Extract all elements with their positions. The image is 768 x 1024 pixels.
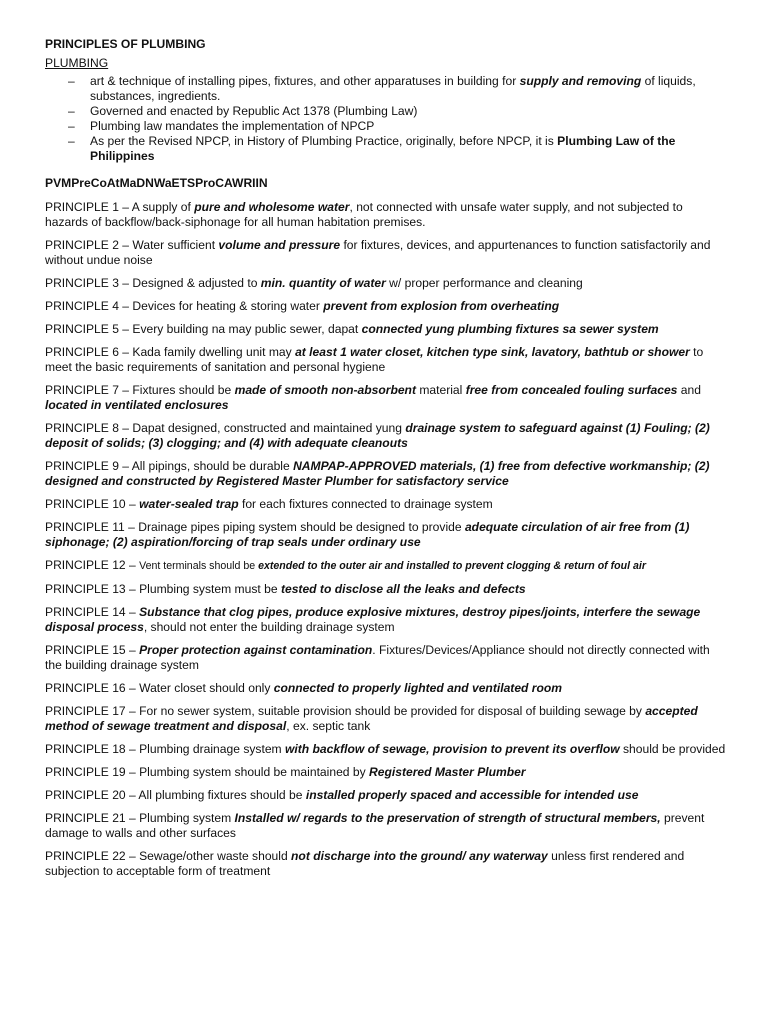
- emphasis-text: Proper protection against contamination: [139, 643, 373, 657]
- emphasis-text: min. quantity of water: [260, 276, 386, 290]
- text-run: PRINCIPLE 11 – Drainage pipes piping system should be designed to provide: [45, 520, 465, 534]
- plumbing-definition-list: [45, 74, 728, 164]
- emphasis-text: drainage system to safeguard against (1) Fouling; (2) deposit of solids; (3) clogging; and (4) with adequate cleanouts: [45, 421, 710, 450]
- emphasis-text: free from concealed fouling surfaces: [465, 383, 678, 397]
- definition-bullet: [45, 119, 728, 134]
- text-run: PRINCIPLE 13 – Plumbing system must be: [45, 582, 281, 596]
- principle-16: [45, 681, 728, 696]
- emphasis-text: supply and removing: [519, 74, 642, 88]
- principle-15: [45, 643, 728, 673]
- emphasis-text: Installed w/ regards to the preservation of strength of structural members,: [234, 811, 661, 825]
- text-run: PRINCIPLE 18 – Plumbing drainage system: [45, 742, 285, 756]
- text-run: Vent terminals should be: [139, 560, 259, 572]
- definition-bullet: [45, 134, 728, 164]
- emphasis-text: accepted method of sewage treatment and disposal: [45, 704, 698, 733]
- garbled-heading: PVMPreCoAtMaDNWaETSProCAWRIIN: [45, 176, 268, 190]
- text-run: , should not enter the building drainage system: [143, 620, 395, 634]
- text-run: of liquids, substances, ingredients.: [90, 74, 696, 103]
- text-run: to meet the basic requirements of sanitation and personal hygiene: [45, 345, 704, 374]
- text-run: for fixtures, devices, and appurtenances to function satisfactorily and without undue noise: [45, 238, 711, 267]
- principle-18: [45, 742, 728, 757]
- emphasis-text: extended to the outer air and installed to prevent clogging & return of foul air: [258, 560, 646, 572]
- principle-7: [45, 383, 728, 413]
- text-run: PRINCIPLE 14 –: [45, 605, 140, 619]
- dash-bullet-icon: –: [68, 74, 75, 88]
- text-run: PRINCIPLE 6 – Kada family dwelling unit may: [45, 345, 296, 359]
- dash-bullet-icon: –: [68, 134, 75, 148]
- text-run: As per the Revised NPCP, in History of Plumbing Practice, originally, before NPCP, it is: [90, 134, 558, 148]
- text-run: art & technique of installing pipes, fixtures, and other apparatuses in building for: [90, 74, 520, 88]
- text-run: PRINCIPLE 15 –: [45, 643, 140, 657]
- principle-21: [45, 811, 728, 841]
- text-run: PRINCIPLE 3 – Designed & adjusted to: [45, 276, 261, 290]
- principle-8: [45, 421, 728, 451]
- emphasis-text: NAMPAP-APPROVED materials, (1) free from defective workmanship; (2) designed and constructed by Registered Master Plumber for satisfactory service: [45, 459, 710, 488]
- principles-list: [45, 200, 728, 879]
- text-run: PRINCIPLE 4 – Devices for heating & storing water: [45, 299, 324, 313]
- emphasis-text: adequate circulation of air free from (1) siphonage; (2) aspiration/forcing of trap seals under ordinary use: [45, 520, 690, 549]
- bold-text: Plumbing Law of the Philippines: [90, 134, 676, 163]
- text-run: PRINCIPLE 22 – Sewage/other waste should: [45, 849, 292, 863]
- text-run: , not connected with unsafe water supply, and not subjected to hazards of backflow/back-siphonage for all human habitation premises.: [45, 200, 683, 229]
- emphasis-text: with backflow of sewage, provision to prevent its overflow: [284, 742, 620, 756]
- text-run: PRINCIPLE 16 – Water closet should only: [45, 681, 274, 695]
- text-run: PRINCIPLE 21 – Plumbing system: [45, 811, 235, 825]
- text-run: PRINCIPLE 7 – Fixtures should be: [45, 383, 235, 397]
- emphasis-text: not discharge into the ground/ any waterway: [291, 849, 548, 863]
- text-run: . Fixtures/Devices/Appliance should not directly connected with the building drainage system: [45, 643, 710, 672]
- principle-14: [45, 605, 728, 635]
- emphasis-text: located in ventilated enclosures: [45, 398, 229, 412]
- principle-12: [45, 558, 728, 574]
- text-run: w/ proper performance and cleaning: [385, 276, 583, 290]
- text-run: PRINCIPLE 8 – Dapat designed, constructed and maintained yung: [45, 421, 406, 435]
- principle-17: [45, 704, 728, 734]
- text-run: unless first rendered and subjection to acceptable form of treatment: [45, 849, 685, 878]
- text-run: PRINCIPLE 12 –: [45, 558, 140, 572]
- emphasis-text: installed properly spaced and accessible for intended use: [305, 788, 639, 802]
- text-run: material: [415, 383, 466, 397]
- emphasis-text: volume and pressure: [218, 238, 341, 252]
- emphasis-text: prevent from explosion from overheating: [323, 299, 560, 313]
- principle-11: [45, 520, 728, 550]
- text-run: and: [677, 383, 701, 397]
- emphasis-text: connected yung plumbing fixtures sa sewer system: [361, 322, 659, 336]
- emphasis-text: water-sealed trap: [139, 497, 239, 511]
- text-run: PRINCIPLE 20 – All plumbing fixtures should be: [45, 788, 306, 802]
- text-run: , ex. septic tank: [286, 719, 371, 733]
- text-run: PRINCIPLE 17 – For no sewer system, suitable provision should be provided for disposal of building sewage by: [45, 704, 646, 718]
- text-run: prevent damage to walls and other surfaces: [45, 811, 705, 840]
- principle-19: [45, 765, 728, 780]
- text-run: PRINCIPLE 1 – A supply of: [45, 200, 195, 214]
- principle-4: [45, 299, 728, 314]
- emphasis-text: Registered Master Plumber: [369, 765, 526, 779]
- principle-6: [45, 345, 728, 375]
- emphasis-text: connected to properly lighted and ventilated room: [273, 681, 563, 695]
- text-run: PRINCIPLE 10 –: [45, 497, 140, 511]
- principle-9: [45, 459, 728, 489]
- text-run: PRINCIPLE 5 – Every building na may public sewer, dapat: [45, 322, 362, 336]
- principle-5: [45, 322, 728, 337]
- principle-22: [45, 849, 728, 879]
- emphasis-text: tested to disclose all the leaks and defects: [280, 582, 526, 596]
- emphasis-text: made of smooth non-absorbent: [234, 383, 416, 397]
- text-run: should be provided: [619, 742, 726, 756]
- text-run: for each fixtures connected to drainage system: [238, 497, 493, 511]
- principle-1: [45, 200, 728, 230]
- definition-bullet: [45, 74, 728, 104]
- emphasis-text: pure and wholesome water: [194, 200, 350, 214]
- text-run: Governed and enacted by Republic Act 1378 (Plumbing Law): [90, 104, 418, 118]
- emphasis-text: at least 1 water closet, kitchen type sink, lavatory, bathtub or shower: [295, 345, 690, 359]
- section-heading-plumbing: PLUMBING: [45, 56, 109, 70]
- principle-2: [45, 238, 728, 268]
- document-title: PRINCIPLES OF PLUMBING: [45, 37, 206, 51]
- text-run: Plumbing law mandates the implementation of NPCP: [90, 119, 375, 133]
- text-run: PRINCIPLE 9 – All pipings, should be durable: [45, 459, 294, 473]
- dash-bullet-icon: –: [68, 119, 75, 133]
- principle-3: [45, 276, 728, 291]
- principle-13: [45, 582, 728, 597]
- text-run: PRINCIPLE 2 – Water sufficient: [45, 238, 219, 252]
- principle-20: [45, 788, 728, 803]
- emphasis-text: Substance that clog pipes, produce explosive mixtures, destroy pipes/joints, interfere the sewage disposal process: [45, 605, 701, 634]
- dash-bullet-icon: –: [68, 104, 75, 118]
- definition-bullet: [45, 104, 728, 119]
- text-run: PRINCIPLE 19 – Plumbing system should be maintained by: [45, 765, 370, 779]
- principle-10: [45, 497, 728, 512]
